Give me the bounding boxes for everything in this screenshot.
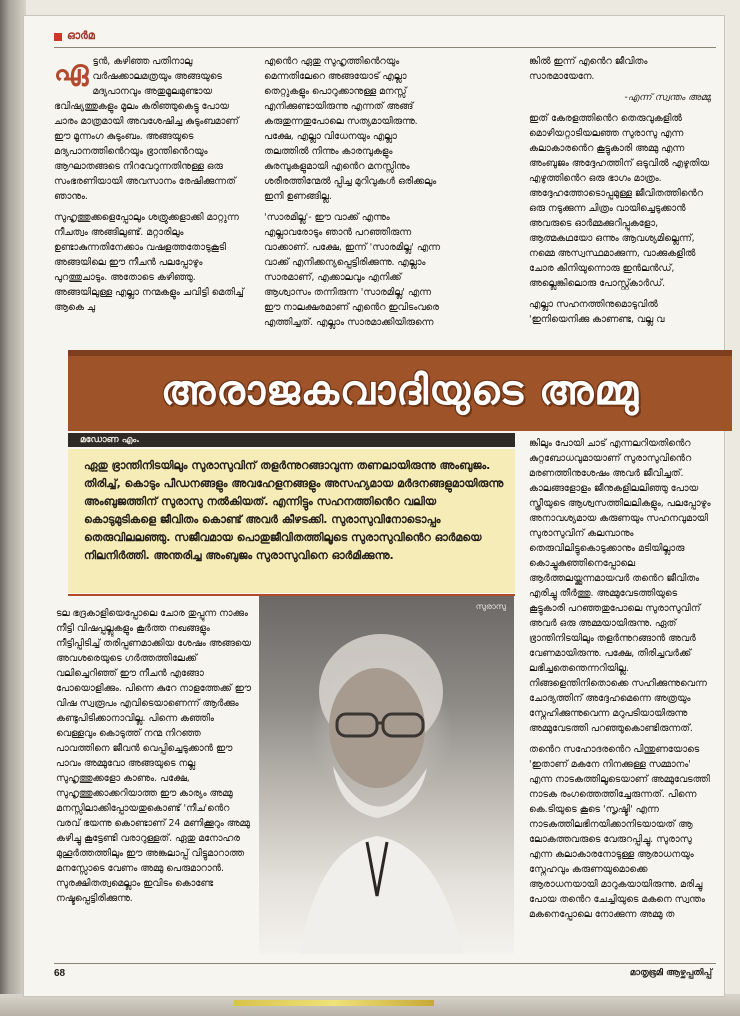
header-rule xyxy=(54,47,716,48)
scan-edge xyxy=(0,0,26,1016)
byline: മഡോണ എം. xyxy=(68,433,515,447)
body-column-2 xyxy=(529,436,711,962)
article-title: അരാജകവാദിയുടെ അമ്മു xyxy=(160,367,640,414)
intro-paragraph: എല്ലാ സഹനത്തിനുമൊടുവിൽ 'ഇനിയെനിക്കു കാണണ്ട, വല്ല വ xyxy=(529,299,665,325)
portrait-photo xyxy=(259,596,514,954)
intro-paragraph: എൻെറ ഏതു സുഹൃത്തിൻെറയും മെന്നതിലേറെ അങ്ങയോട് എല്ലാ തെറ്റുകളും പൊറുക്കാനുള്ള മനസ്സ് എനിക്കുണ്ടായിരുന്നു എന്നത് അങ്ങ് കരുതുന്നതുപോലെ സത്യമായിരുന്നു. പക്ഷേ, എല്ലാ വിധേനയും എല്ലാ തലത്തിൽ നിന്നും കാരമ്പുകളും കുരമ്പുകളുമായി എൻെറ മനസ്സിനും ശരീരത്തിന്മേൽ പ്പിച്ച മുറിവുകൾ ഒരിക്കലും ഇനി ഉണങ്ങില്ല. xyxy=(264,56,437,202)
title-band xyxy=(68,350,732,431)
section-marker-icon xyxy=(54,33,62,41)
page-number: 68 xyxy=(54,968,66,979)
intro-column-1 xyxy=(54,54,252,354)
drop-cap: ഏ xyxy=(54,54,89,87)
intro-paragraph: സുഹൃത്തുക്കളെപ്പോലും ശത്രുക്കളാക്കി മാറ്റുന്ന നീചത്വം അങ്ങിലുണ്ട്. മറ്റാരിലും ഉണ്ടാകുന്നതിനേക്കാം വഷളത്തതോടുകൂടി അങ്ങയിലെ ഈ നീചൻ പലപ്പോഴും പുറത്തുചാടും. അതോടെ കഴിഞ്ഞു. അങ്ങയിലുള്ള എല്ലാ നന്മകളും ചവിട്ടി മെതിച്ച് ആകെ ചു xyxy=(54,212,244,313)
body-column-1 xyxy=(56,606,252,962)
portrait-illustration xyxy=(259,596,514,954)
masthead: മാതൃഭൂമി ആഴ്ചപ്പതിപ്പ് xyxy=(629,968,712,978)
body-paragraph: ങ്കിലും പോയി ചാട് എന്നലറിയതിൻെറ കുറ്റബോധവുമായാണ് സുരാസുവിൻെറ മരണത്തിനുശേഷം അവർ ജീവിച്ചത്. കാലങ്ങളോളം ജീനുകളിലലിഞ്ഞു പോയ സ്ത്രീയുടെ ആശ്വസത്തിലലികളും, പലപ്പോഴും അനാവശ്യമായ കരുണയും സഹനവുമായി സുരാസുവിന് കലമ്പാനും തെരുവിലിട്ടുകൊടുക്കാനും മടിയില്ലാരു കൊച്ചുകുഞ്ഞിനെപ്പോലെ ആർത്തലയ്ക്കുന്നമായവർ തൻെറ ജീവിതം എരിച്ചു തീർത്തു. അമ്മുവേടത്തിയുടെ കൂട്ടുകാരി പറഞ്ഞതുപോലെ സുരാസുവിന് അവർ ഒരു അമ്മയായിരുന്നു. ഏത് ഭ്രാന്തിനിടയിലും തളർന്നുറങ്ങാൻ അവർ വേണമായിരുന്നു. പക്ഷേ, തിരിച്ചവർക്ക് ലഭിച്ചതെന്തെന്നറിയില്ല. നിങ്ങളെന്തിനിതൊക്കെ സഹിക്കുന്നുവെന്ന ചോദ്യത്തിന് അദ്ദേഹമെന്നെ അത്രയും സ്നേഹിക്കുന്നുവെന്ന മറുപടിയായിരുന്നു അമ്മുവേടത്തി പറഞ്ഞുകൊണ്ടിരുന്നത്. xyxy=(529,438,711,734)
magazine-page xyxy=(24,16,724,996)
lede-box: ഏതു ഭ്രാന്തിനിടയിലും സുരാസുവിന് തളർന്നുറങ്ങാവുന്ന തണലായിരുന്നു അംബുജം. തിരിച്ച്, കൊടും പീഡനങ്ങളും അവഹേളനങ്ങളും അസഹ്യമായ മർദനങ്ങളുമായിരുന്നു അംബുജത്തിന് സുരാസു നൽകിയത്. എന്നിട്ടും സഹനത്തിൻെറ വലിയ കൊടുമുടികളെ ജീവിതം കൊണ്ട് അവർ കീഴടക്കി. സുരാസുവിനോടൊപ്പം തെരുവിലലഞ്ഞു. സജീവമായ പൊതുജീവിതത്തിലൂടെ സുരാസുവിൻെറ ഓർമയെ നിലനിർത്തി. അന്തരിച്ച അംബുജം സുരാസുവിനെ ഓർമിക്കുന്നു. xyxy=(68,449,515,593)
tape-strip xyxy=(234,1000,434,1006)
intro-paragraph xyxy=(54,54,252,204)
photo-caption: സുരാസു xyxy=(475,602,506,611)
body-paragraph: തൻെറ സഹോദരൻെറ പിന്തുണയോടെ 'ഇതാണ് മകനേ നിനക്കുള്ള സമ്മാനം' എന്ന നാടകത്തിലൂടെയാണ് അമ്മുവേടത്തി നാടക രംഗത്തെത്തിച്ചേരുന്നത്. പിന്നെ കെ.ടിയുടെ കൂടെ 'സൃഷ്ടി' എന്ന നാടകത്തിലഭിനയിക്കാനിടയായത് ആ ലോകത്തവരുടെ വേരുറപ്പിച്ചു. സുരാസു എന്ന കലാകാരനോടുള്ള ആരാധനയും സ്നേഹവും കരുണയുമൊക്കെ ആരാധനയായി മാറുകയായിരുന്നു. മരിച്ചു പോയ തൻെറ ചേച്ചിയുടെ മകനെ സ്വന്തം മകനെപ്പോലെ നോക്കുന്ന അമ്മു ത xyxy=(529,744,710,920)
section-label: ഓർമ xyxy=(67,30,95,42)
intro-column-2 xyxy=(264,54,442,354)
body-paragraph: ടല ഭദ്രകാളിയെപ്പോലെ ചോര തുപ്പുന്ന നാക്കും നീട്ടി വിഷപ്പല്ലുകളും കൂർത്ത നഖങ്ങളും നീട്ടിപ്പിടിച്ച് തരിപ്പണമാക്കിയ ശേഷം അങ്ങയെ അവശരെയുടെ ഗർത്തത്തിലേക്ക് വലിച്ചെറിഞ്ഞ് ഈ നീചൻ എങ്ങോ പോയൊളിക്കും. പിന്നെ കുറേ നാളത്തേക്ക് ഈ വിഷ സ്വരൂപം എവിടെയാണെന്ന് ആർക്കും കണ്ടുപിടിക്കാനാവില്ല. പിന്നെ കഞ്ഞിം വെള്ളവും കൊടുത്ത് നന്മ നിറഞ്ഞ പാവത്തിനെ ജീവൻ വെപ്പിച്ചെടുക്കാൻ ഈ പാവം അമ്മുവോ അങ്ങയുടെ നല്ല സുഹൃത്തുക്കളോ കാണും. പക്ഷേ, സുഹൃത്തുക്കാക്കറിയാത്ത ഈ കാര്യം അമ്മു മനസ്സിലാക്കിപ്പോയതുകൊണ്ട് 'നീച'ൻെറ വരവ് ഭയന്നു കൊണ്ടാണ് 24 മണിക്കൂറും അമ്മു കഴിച്ചു കൂട്ടേണ്ടി വരാറുള്ളത്. ഏതു മനോഹര മുഹൂർത്തത്തിലും ഈ അങ്കലാപ്പ് വിട്ടുമാറാത്ത മനസ്സോടെ വേണം അമ്മു പെരുമാറാൻ. സുരക്ഷിതത്വമെല്ലാം ഇവിടം കൊണ്ടേ നഷ്ടപ്പെട്ടിരിക്കുന്നു. xyxy=(56,608,251,904)
intro-paragraph: ഇത് കേരളത്തിൻെറ തെരുവുകളിൽ മൊഴിയറ്റാടിയലഞ്ഞ സുരാസു എന്ന കലാകാരൻെറ കൂട്ടുകാരി അമ്മു എന്ന അംബുജം അദ്ദേഹത്തിന് ഒടുവിൽ എഴുതിയ എഴുത്തിൻെറ ഒരു ഭാഗം മാത്രം. അദ്ദേഹത്തോടൊപ്പമുള്ള ജീവിതത്തിൻെറ ഒരു നടുക്കുന്ന ചിത്രം വായിച്ചെടുക്കാൻ അവരുടെ ഓർമ്മക്കുറിപ്പുകളോ, ആത്മകഥയോ ഒന്നും ആവശ്യമില്ലെന്ന്, നമ്മെ അസ്വസ്ഥമാക്കുന്ന, വാക്കുകളിൽ ചോര കിനിയുന്നൊരു ഇൻലൻഡ്, അല്ലെങ്കിലൊരു പോസ്റ്റ്കാർഡ്. xyxy=(529,113,710,289)
section-tag xyxy=(54,30,95,43)
footer-rule xyxy=(54,963,716,964)
intro-paragraph: 'സാരമില്ല'- ഈ വാക്ക് എന്നും എല്ലാവരോടും ഞാൻ പറഞ്ഞിരുന്ന വാക്കാണ്. പക്ഷേ, ഇന്ന് 'സാരമില്ല' എന്ന വാക്ക് എനിക്കന്യപ്പെട്ടിരിക്കുന്നു. എല്ലാം സാരമാണ്, എക്കാലവും എനിക്ക് ആശ്വാസം തന്നിരുന്ന 'സാരമില്ല' എന്ന ഈ നാലക്ഷരമാണ് എൻെറ ഇവിടംവരെ എത്തിച്ചത്. എല്ലാം സാരമാക്കിയിരുന്നെ xyxy=(264,212,440,328)
sign-off: -എന്ന് സ്വന്തം അമ്മു xyxy=(624,92,711,103)
intro-paragraph: ങ്കിൽ ഇന്ന് എൻെറ ജീവിതം സാരമായേനേ. xyxy=(529,56,648,82)
intro-column-3 xyxy=(529,54,711,354)
paragraph-text: ട്ടൻ, കഴിഞ്ഞ പതിനാലു വർഷക്കാലമത്രയും അങ്ങയുടെ മദ്യപാനവും അതുമൂലമുണ്ടായ ഭവിഷ്യത്തുകളും മൂലം കരിഞ്ഞുകെട്ടു പോയ ചാരം മാത്രമായി അവശേഷിച്ച കുടുംബമാണ് ഈ മൂന്നംഗ കുടുംബം. അങ്ങയുടെ മദ്യപാനത്തിൻെറയും ഭ്രാന്തിൻെറയും ആഘാതങ്ങടെ നിറവേറുന്നതിനുള്ള ഒരു സംഭരണിയായി അവസാനം രേഷിക്കുന്നത് ഞാനും. xyxy=(54,56,239,202)
